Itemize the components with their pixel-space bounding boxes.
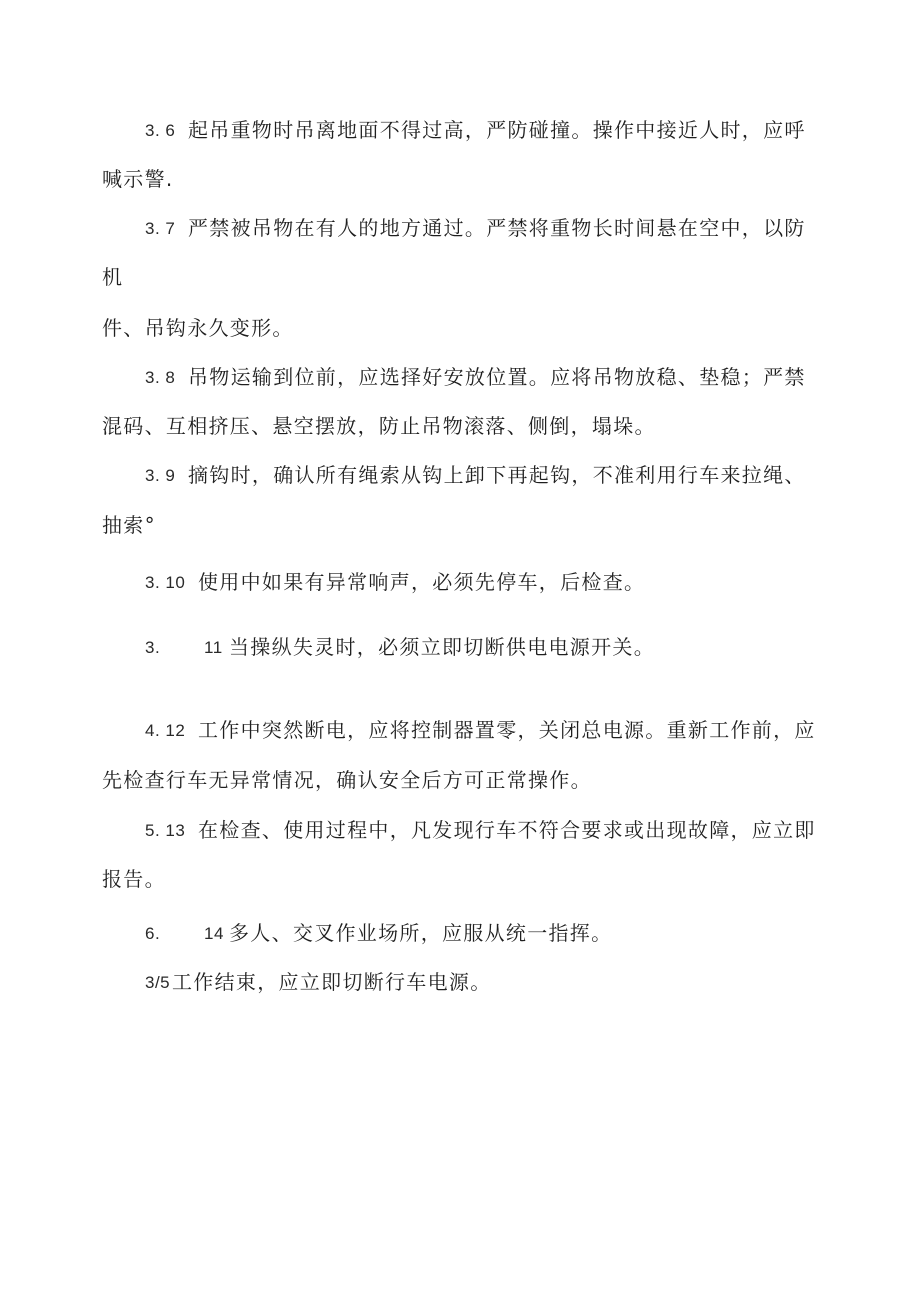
paragraph-text: 工作结束，应立即切断行车电源。	[172, 970, 492, 994]
item-number: 3. 7	[145, 219, 176, 238]
item-number: 3. 8	[145, 368, 176, 387]
item-number: 6.	[145, 924, 161, 943]
paragraph-text: 报告。	[102, 867, 166, 891]
paragraph-text: 当操纵失灵时，必须立即切断供电电源开关。	[229, 635, 655, 659]
item-number: 3.	[145, 638, 161, 657]
paragraph-text: 混码、互相挤压、悬空摆放，防止吊物滚落、侧倒，塌垛。	[102, 414, 656, 438]
paragraph-text: 摘钩时，确认所有绳索从钩上卸下再起钩，不准利用行车来拉绳、	[188, 463, 806, 487]
paragraph-text: 多人、交叉作业场所，应服从统一指挥。	[229, 921, 613, 945]
paragraph-text: 抽索°	[102, 513, 156, 537]
paragraph-text: 吊物运输到位前，应选择好安放位置。应将吊物放稳、垫稳；严禁	[188, 365, 806, 389]
paragraph-text: 件、吊钩永久变形。	[102, 316, 294, 340]
paragraph-text: 在检查、使用过程中，凡发现行车不符合要求或出现故障，应立即	[198, 818, 816, 842]
paragraph-text: 使用中如果有异常响声，必须先停车，后检查。	[198, 570, 646, 594]
paragraph-text: 机	[102, 265, 124, 289]
item-number: 5. 13	[145, 821, 186, 840]
item-number: 3/5	[145, 973, 171, 992]
paragraph-text: 工作中突然断电，应将控制器置零，关闭总电源。重新工作前，应	[198, 718, 816, 742]
paragraph-text: 喊示警.	[102, 167, 174, 191]
item-number: 3. 10	[145, 573, 186, 592]
item-number: 4. 12	[145, 721, 186, 740]
paragraph-text: 先检查行车无异常情况，确认安全后方可正常操作。	[102, 768, 592, 792]
item-number: 3. 6	[145, 121, 176, 140]
item-number: 3. 9	[145, 466, 176, 485]
paragraph-text: 起吊重物时吊离地面不得过高，严防碰撞。操作中接近人时，应呼	[188, 118, 806, 142]
paragraph-text: 严禁被吊物在有人的地方通过。严禁将重物长时间悬在空中，以防	[188, 216, 806, 240]
item-subnumber: 14	[204, 924, 224, 943]
item-subnumber: 11	[204, 638, 223, 657]
